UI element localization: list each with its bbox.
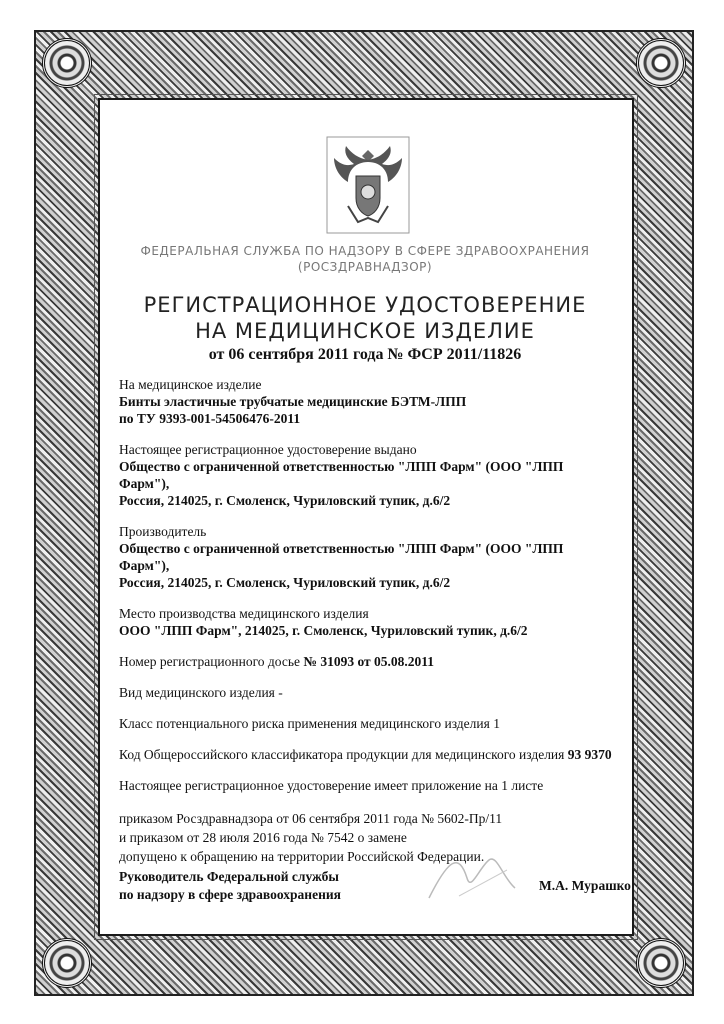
product-spec: по ТУ 9393-001-54506476-2011 <box>119 411 301 426</box>
manufacturer-line-2: Фарм"), <box>119 558 170 573</box>
device-type: Вид медицинского изделия - <box>119 685 283 700</box>
signatory-title-2: по надзору в сфере здравоохранения <box>119 887 341 902</box>
okp-code-value: 93 9370 <box>567 747 612 762</box>
agency-line-2: (РОСЗДРАВНАДЗОР) <box>297 260 433 274</box>
production-site-value: ООО "ЛПП Фарм", 214025, г. Смоленск, Чуриловский тупик, д.6/2 <box>119 623 528 638</box>
okp-code-block <box>119 746 619 763</box>
agency-line-1: ФЕДЕРАЛЬНАЯ СЛУЖБА ПО НАДЗОРУ В СФЕРЕ ЗДРАВООХРАНЕНИЯ <box>140 244 590 258</box>
signature-block <box>119 868 639 904</box>
signature-icon <box>419 848 529 908</box>
product-name: Бинты эластичные трубчатые медицинские БЭТМ-ЛПП <box>119 394 467 409</box>
product-label: На медицинское изделие <box>119 377 262 392</box>
dossier-value: № 31093 от 05.08.2011 <box>303 654 435 669</box>
coat-of-arms-icon <box>326 136 410 234</box>
manufacturer-label: Производитель <box>119 524 207 539</box>
orders-block <box>119 809 619 866</box>
border-ornament <box>636 938 686 988</box>
attachment-note: Настоящее регистрационное удостоверение имеет приложение на 1 листе <box>119 778 544 793</box>
certificate-body <box>119 376 619 808</box>
title-line-1: РЕГИСТРАЦИОННОЕ УДОСТОВЕРЕНИЕ <box>143 293 587 317</box>
okp-code-label: Код Общероссийского классификатора продукции для медицинского изделия <box>119 747 565 762</box>
signatory-title-1: Руководитель Федеральной службы <box>119 869 339 884</box>
order-line-3: допущено к обращению на территории Российской Федерации. <box>119 849 485 864</box>
dossier-label: Номер регистрационного досье <box>119 654 301 669</box>
production-site-block <box>119 605 619 639</box>
product-block <box>119 376 619 427</box>
title-line-2: НА МЕДИЦИНСКОЕ ИЗДЕЛИЕ <box>195 319 535 343</box>
issued-to-line-3: Россия, 214025, г. Смоленск, Чуриловский тупик, д.6/2 <box>119 493 451 508</box>
production-site-label: Место производства медицинского изделия <box>119 606 369 621</box>
issued-to-line-2: Фарм"), <box>119 476 170 491</box>
manufacturer-block <box>119 523 619 591</box>
issued-to-block <box>119 441 619 509</box>
order-line-2: и приказом от 28 июля 2016 года № 7542 о замене <box>119 830 407 845</box>
manufacturer-line-1: Общество с ограниченной ответственностью "ЛПП Фарм" (ООО "ЛПП <box>119 541 564 556</box>
issued-to-label: Настоящее регистрационное удостоверение выдано <box>119 442 417 457</box>
border-ornament <box>42 938 92 988</box>
certificate-number: от 06 сентября 2011 года № ФСР 2011/11826 <box>208 346 522 363</box>
border-ornament <box>636 38 686 88</box>
issued-to-line-1: Общество с ограниченной ответственностью "ЛПП Фарм" (ООО "ЛПП <box>119 459 564 474</box>
agency-name <box>110 244 620 275</box>
border-ornament <box>42 38 92 88</box>
dossier-block <box>119 653 619 670</box>
order-line-1: приказом Росздравнадзора от 06 сентября 2011 года № 5602-Пр/11 <box>119 811 503 826</box>
signatory-name: М.А. Мурашко <box>539 878 631 893</box>
document-title <box>80 292 650 344</box>
risk-class: Класс потенциального риска применения медицинского изделия 1 <box>119 716 500 731</box>
manufacturer-line-3: Россия, 214025, г. Смоленск, Чуриловский тупик, д.6/2 <box>119 575 451 590</box>
